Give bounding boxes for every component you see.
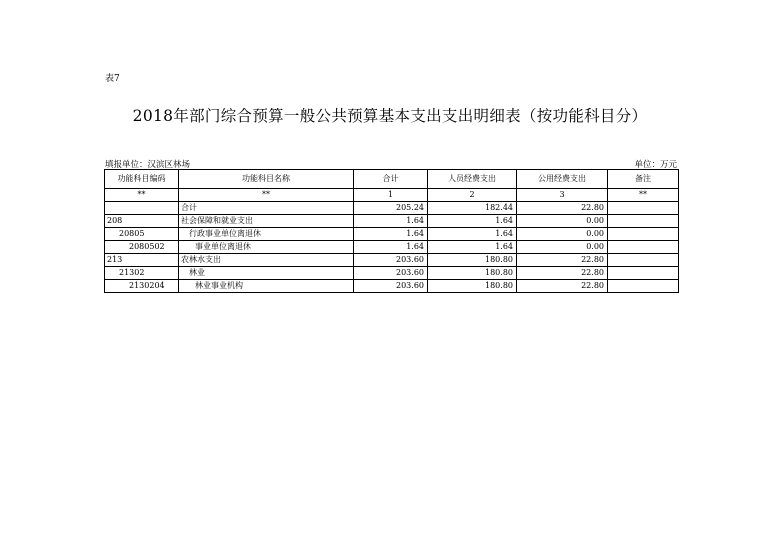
name-cell: 社会保障和就业支出 bbox=[179, 215, 354, 228]
note-cell bbox=[608, 215, 679, 228]
public-cell: 0.00 bbox=[517, 241, 608, 254]
table-row bbox=[105, 254, 679, 267]
page-title: 2018年部门综合预算一般公共预算基本支出支出明细表（按功能科目分） bbox=[132, 107, 648, 125]
total-cell: 203.60 bbox=[354, 267, 428, 280]
note-cell bbox=[608, 267, 679, 280]
table-row bbox=[105, 241, 679, 254]
public-cell: 22.80 bbox=[517, 202, 608, 215]
header-personnel: 人员经费支出 bbox=[428, 170, 517, 189]
personnel-cell: 182.44 bbox=[428, 202, 517, 215]
personnel-cell: 180.80 bbox=[428, 280, 517, 293]
code-cell: 213 bbox=[105, 254, 179, 267]
header-note: 备注 bbox=[608, 170, 679, 189]
header-total: 合计 bbox=[354, 170, 428, 189]
expenditure-detail-table bbox=[104, 169, 679, 293]
reporting-unit: 填报单位：汉滨区林场 bbox=[105, 160, 191, 170]
public-cell: 0.00 bbox=[517, 215, 608, 228]
name-cell: 林业 bbox=[179, 267, 354, 280]
name-cell: 事业单位离退休 bbox=[179, 241, 354, 254]
personnel-cell: 180.80 bbox=[428, 254, 517, 267]
code-cell: 21302 bbox=[105, 267, 179, 280]
table-row bbox=[105, 267, 679, 280]
code-cell: 2080502 bbox=[105, 241, 179, 254]
public-cell: 22.80 bbox=[517, 267, 608, 280]
personnel-cell: 1.64 bbox=[428, 215, 517, 228]
index-cell: ** bbox=[105, 189, 179, 202]
index-cell: 3 bbox=[517, 189, 608, 202]
table-number: 表7 bbox=[105, 74, 120, 84]
index-cell: ** bbox=[608, 189, 679, 202]
code-cell bbox=[105, 202, 179, 215]
total-cell: 1.64 bbox=[354, 228, 428, 241]
header-code: 功能科目编码 bbox=[105, 170, 179, 189]
index-row bbox=[105, 189, 679, 202]
note-cell bbox=[608, 280, 679, 293]
public-cell: 0.00 bbox=[517, 228, 608, 241]
table-row bbox=[105, 228, 679, 241]
public-cell: 22.80 bbox=[517, 280, 608, 293]
name-cell: 合计 bbox=[179, 202, 354, 215]
currency-unit: 单位：万元 bbox=[634, 160, 677, 170]
name-cell: 农林水支出 bbox=[179, 254, 354, 267]
personnel-cell: 1.64 bbox=[428, 228, 517, 241]
total-cell: 1.64 bbox=[354, 215, 428, 228]
table-row bbox=[105, 202, 679, 215]
code-cell: 2130204 bbox=[105, 280, 179, 293]
note-cell bbox=[608, 202, 679, 215]
personnel-cell: 1.64 bbox=[428, 241, 517, 254]
table-row bbox=[105, 280, 679, 293]
index-cell: 1 bbox=[354, 189, 428, 202]
note-cell bbox=[608, 228, 679, 241]
note-cell bbox=[608, 241, 679, 254]
header-name: 功能科目名称 bbox=[179, 170, 354, 189]
note-cell bbox=[608, 254, 679, 267]
total-cell: 1.64 bbox=[354, 241, 428, 254]
header-public: 公用经费支出 bbox=[517, 170, 608, 189]
index-cell: 2 bbox=[428, 189, 517, 202]
total-cell: 203.60 bbox=[354, 254, 428, 267]
code-cell: 20805 bbox=[105, 228, 179, 241]
public-cell: 22.80 bbox=[517, 254, 608, 267]
personnel-cell: 180.80 bbox=[428, 267, 517, 280]
index-cell: ** bbox=[179, 189, 354, 202]
total-cell: 203.60 bbox=[354, 280, 428, 293]
header-row bbox=[105, 170, 679, 189]
name-cell: 林业事业机构 bbox=[179, 280, 354, 293]
name-cell: 行政事业单位离退休 bbox=[179, 228, 354, 241]
code-cell: 208 bbox=[105, 215, 179, 228]
total-cell: 205.24 bbox=[354, 202, 428, 215]
table-row bbox=[105, 215, 679, 228]
